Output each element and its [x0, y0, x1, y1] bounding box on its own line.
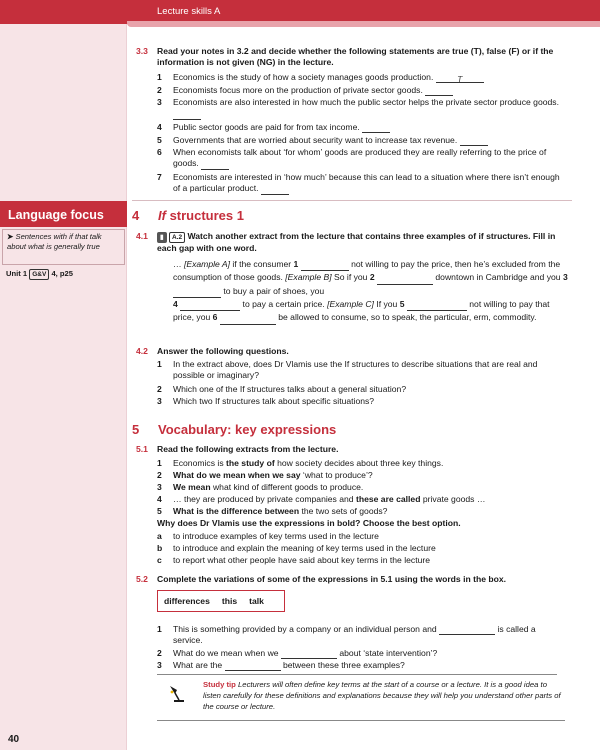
item-number: 3: [157, 660, 162, 670]
header-band-left: [0, 0, 127, 24]
section-heading-4: [132, 207, 244, 224]
option-letter: a: [157, 531, 162, 541]
gap-blank[interactable]: [220, 316, 276, 325]
key-expression: the study of: [226, 458, 275, 468]
page-header-title: Lecture skills A: [157, 6, 221, 17]
study-tip-text: [203, 680, 563, 713]
question-text: [157, 518, 567, 529]
extract-text: So if you: [331, 272, 370, 283]
item-number: 2: [157, 470, 162, 480]
item-number: 1: [157, 624, 162, 634]
word-box-item: differences: [164, 596, 210, 606]
answer-blank[interactable]: [460, 137, 488, 146]
option-text: to introduce examples of key terms used in the lecture: [173, 531, 379, 541]
answer-blank[interactable]: [425, 87, 453, 96]
gap-blank[interactable]: [180, 302, 240, 311]
item-text: Economists focus more on the production of private sector goods.: [173, 85, 423, 95]
gap-number: 6: [212, 312, 218, 323]
item-number: 2: [157, 648, 162, 658]
extract-text: If you: [373, 298, 400, 309]
item-text: the two sets of goods?: [299, 506, 388, 516]
option-letter: c: [157, 555, 162, 565]
answer-blank[interactable]: [261, 186, 289, 195]
item-number: 4: [157, 494, 162, 504]
item-text: This is something provided by a company or an individual person and: [173, 624, 440, 634]
item-text: about ‘state intervention’?: [336, 648, 438, 658]
item-text: is called a service.: [173, 624, 536, 646]
item-number: 5: [157, 506, 162, 516]
word-box: [157, 590, 285, 612]
exercise-number: 3.3: [136, 46, 148, 56]
answer-blank[interactable]: [439, 626, 495, 635]
unit-page: 4, p25: [51, 269, 73, 278]
section-divider: [132, 200, 572, 201]
example-label: [Example B]: [285, 272, 332, 283]
item-text: When economists talk about ‘for whom’ goods are produced they are really referring to the price of goods.: [173, 147, 547, 169]
example-label: [Example C]: [327, 298, 374, 309]
language-focus-note: [2, 229, 125, 265]
exercise-instruction: [157, 231, 567, 254]
extract-text: not willing to pay that price, you: [173, 298, 550, 323]
section-number: 4: [132, 208, 140, 223]
answer-blank[interactable]: [225, 662, 281, 671]
arrow-icon: ➤: [7, 232, 14, 241]
tip-bottom-rule: [157, 720, 565, 721]
section-title: Vocabulary: key expressions: [158, 422, 337, 437]
gap-fill-extract: [173, 258, 569, 325]
item-text: Public sector goods are paid for from tax income.: [173, 122, 360, 132]
language-focus-note-text: Sentences with if that talk about what is generally true: [7, 232, 102, 251]
answer-blank[interactable]: [201, 161, 229, 170]
audio-track-tag: A.2: [169, 232, 185, 243]
item-number: 3: [157, 97, 162, 107]
section-title: structures 1: [165, 208, 244, 223]
desk-lamp-icon: [167, 683, 187, 703]
key-expression: these are called: [355, 494, 421, 504]
exercise-instruction: Complete the variations of some of the expressions in 5.1 using the words in the box.: [157, 574, 507, 584]
gap-blank[interactable]: [301, 262, 349, 271]
item-text: ‘what to produce’?: [300, 470, 373, 480]
item-text: Which two If structures talk about specific situations?: [173, 396, 375, 406]
answer-blank[interactable]: T: [436, 74, 484, 83]
item-number: 3: [157, 482, 162, 492]
gap-blank[interactable]: [407, 302, 467, 311]
item-text: how society decides about three key things.: [274, 458, 444, 468]
item-number: 3: [157, 396, 162, 406]
item-text: Governments that are worried about security want to increase tax revenue.: [173, 135, 458, 145]
exercise-instruction: Answer the following questions.: [157, 346, 289, 356]
choice-question: Why does Dr Vlamis use the expressions in bold? Choose the best option.: [157, 518, 461, 528]
exercise-number: 5.2: [136, 574, 148, 584]
answer-blank[interactable]: [362, 124, 390, 133]
gap-number: 1: [293, 259, 299, 269]
section-heading-5: [132, 421, 336, 438]
item-text: Economists are interested in ‘how much’ because this can lead to a situation where there isn’t enough of a particular product.: [173, 172, 560, 194]
item-number: 2: [157, 384, 162, 394]
section-title-italic: If: [158, 208, 166, 223]
item-number: 5: [157, 135, 162, 145]
extract-text: be allowed to consume, so to speak, the particular, erm, commodity.: [275, 312, 537, 323]
item-text: What are the: [173, 660, 225, 670]
study-tip-box: [157, 674, 561, 720]
gap-number: 5: [399, 298, 405, 309]
gap-blank[interactable]: [377, 276, 433, 285]
item-text: private goods …: [420, 494, 486, 504]
answer-blank[interactable]: [281, 650, 337, 659]
option-letter: b: [157, 543, 163, 553]
grammar-vocab-tag: G&V: [29, 269, 49, 280]
exercise-number: 4.2: [136, 346, 148, 356]
item-text: between these three examples?: [280, 660, 405, 670]
exercise-number: 4.1: [136, 231, 148, 241]
video-icon[interactable]: ▮: [157, 232, 167, 243]
exercise-instruction-text: Watch another extract from the lecture that contains three examples of if structures. Fill in each gap with one word.: [157, 231, 556, 253]
answer-blank[interactable]: [173, 111, 201, 120]
extract-text: to pay a certain price.: [240, 298, 328, 309]
key-expression: What do we mean when we say: [173, 470, 301, 480]
header-curve: [127, 21, 600, 27]
extract-text: if the consumer: [230, 259, 294, 269]
item-number: 6: [157, 147, 162, 157]
gap-number: 2: [369, 272, 375, 283]
option-text: to introduce and explain the meaning of key terms used in the lecture: [173, 543, 436, 553]
gap-number: 4: [173, 298, 178, 309]
extract-text: downtown in Cambridge and you: [435, 272, 563, 283]
item-number: 2: [157, 85, 162, 95]
option-text: to report what other people have said about key terms in the lecture: [173, 555, 431, 565]
example-label: [Example A]: [183, 259, 230, 269]
word-box-item: this: [221, 596, 238, 606]
unit-reference: [6, 269, 73, 280]
exercise-instruction: Read your notes in 3.2 and decide whether the following statements are true (T), false (F) or if the information is not given (NG) in the lecture.: [157, 46, 554, 68]
key-expression: What is the difference between: [173, 506, 300, 516]
item-number: 7: [157, 172, 162, 182]
extract-text: …: [173, 259, 184, 269]
gap-number: 3: [562, 272, 568, 283]
item-text: In the extract above, does Dr Vlamis use the If structures to describe situations that are real and possible or imaginary?: [173, 359, 538, 381]
item-number: 1: [157, 72, 162, 82]
language-focus-title: Language focus: [8, 208, 104, 222]
study-tip-label: Study tip: [203, 680, 236, 689]
study-tip-body: Lecturers will often define key terms at the start of a course or a lecture. It is a good idea to listen carefully for these definitions and explanations because they will help you understand other parts of the course or lecture.: [203, 680, 561, 711]
exercise-instruction: Read the following extracts from the lecture.: [157, 444, 339, 454]
key-expression: We mean: [173, 482, 211, 492]
exercise-number: 5.1: [136, 444, 148, 454]
extract-text: not willing to pay the price, then he’s excluded from the consumption of those goods.: [173, 259, 561, 283]
item-number: 4: [157, 122, 162, 132]
page-number: 40: [8, 734, 20, 745]
item-text: What do we mean when we: [173, 648, 281, 658]
item-text: Economics is the study of how a society manages goods production.: [173, 72, 434, 82]
item-text: what kind of different goods to produce.: [210, 482, 364, 492]
item-text: Economists are also interested in how much the public sector helps the private sector produce goods.: [173, 97, 559, 107]
gap-blank[interactable]: [173, 289, 221, 298]
item-text: … they are produced by private companies and: [173, 494, 356, 504]
item-number: 1: [157, 458, 162, 468]
unit-label: Unit 1: [6, 269, 28, 278]
language-focus-box: [0, 201, 127, 227]
item-text: Economics is: [173, 458, 227, 468]
extract-text: to buy a pair of shoes, you: [221, 285, 325, 296]
section-number: 5: [132, 422, 140, 437]
word-box-item: talk: [249, 596, 264, 606]
left-margin-panel: [0, 0, 127, 750]
item-number: 1: [157, 359, 162, 369]
item-text: Which one of the If structures talks about a general situation?: [173, 384, 407, 394]
